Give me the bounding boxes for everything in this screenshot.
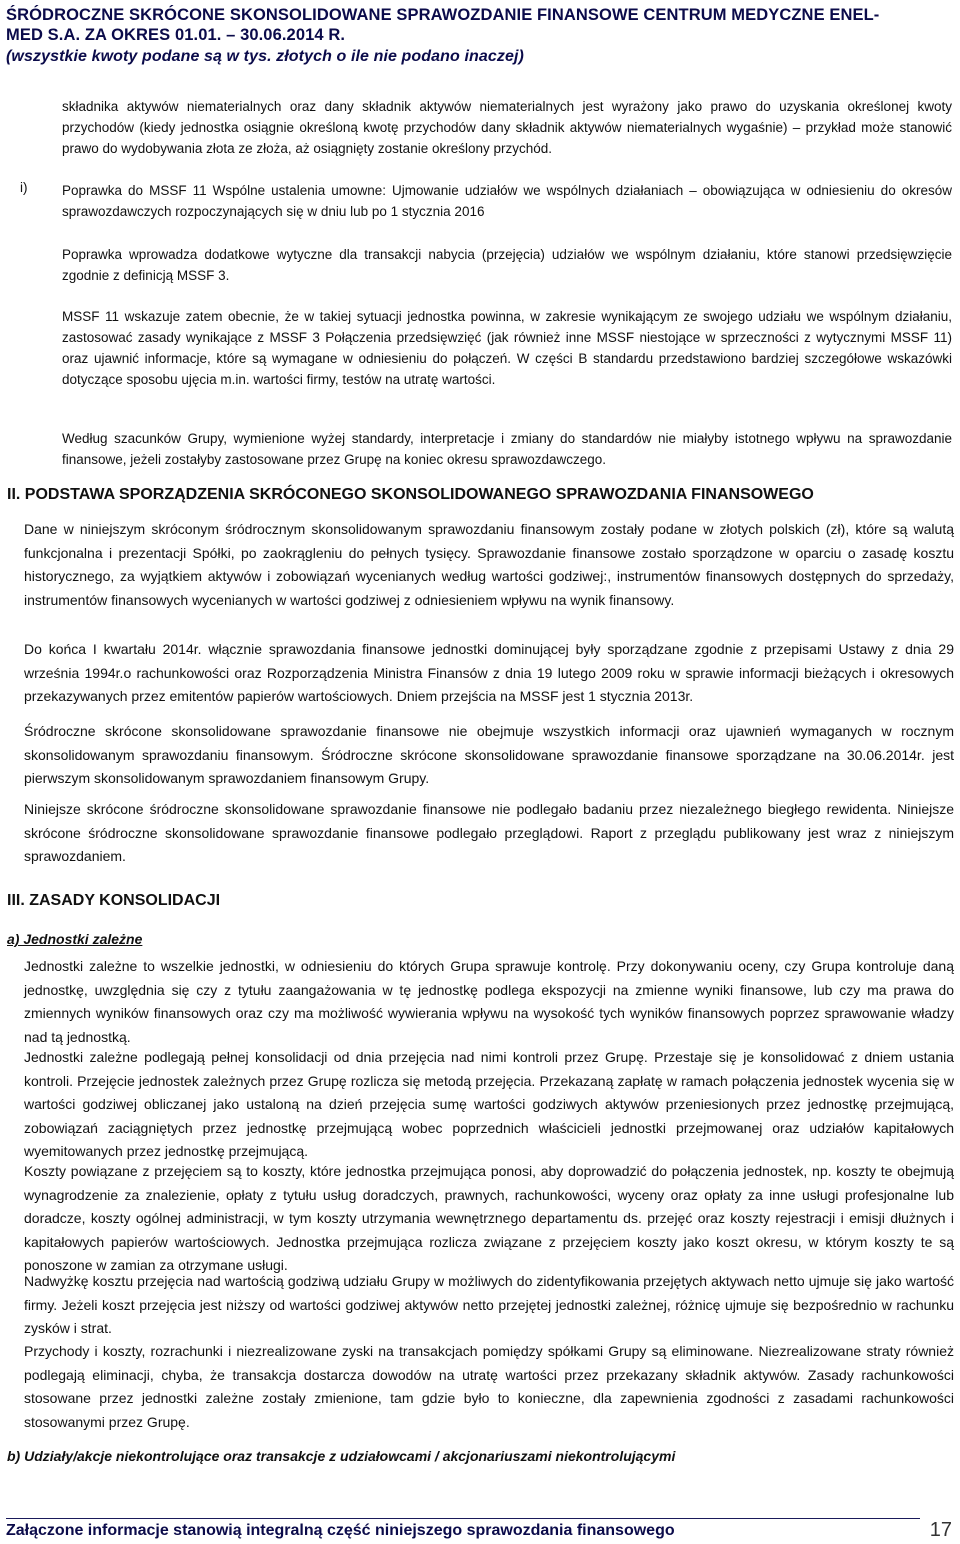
- section-3-paragraph-5: Przychody i koszty, rozrachunki i niezrealizowane zyski na transakcjach pomiędzy spółkami Grupy są eliminowane. Niezrealizowane straty również podlegają eliminacji, chyba, że transakcja dostarcza dowodów na utratę wartości przez przekazany składnik aktywów. Zasady rachunkowości stosowane przez jednostki zależne zostały zmienione, tam gdzie było to konieczne, dla zapewnienia zgodności z zasadami rachunkowości stosowanymi przez Grupę.: [24, 1343, 954, 1430]
- header-units-note: (wszystkie kwoty podane są w tys. złotych o ile nie podano inaczej): [6, 48, 524, 65]
- section-2-paragraph-2: Do końca I kwartału 2014r. włącznie sprawozdania finansowe jednostki dominującej były sporządzane zgodnie z przepisami Ustawy z dnia 29 września 1994r.o rachunkowości oraz Rozporządzenia Ministra Finansów z dnia 19 lutego 2009 roku w sprawie informacji bieżących i okresowych przekazywanych przez emitentów papierów wartościowych. Dniem przejścia na MSSF jest 1 stycznia 2013r.: [24, 641, 954, 704]
- amendment-item-i: Poprawka do MSSF 11 Wspólne ustalenia umowne: Ujmowanie udziałów we wspólnych działaniach – obowiązująca w odniesieniu do okresów sprawozdawczych rozpoczynających się w dniu lub po 1 stycznia 2016: [62, 183, 952, 219]
- section-3-heading: III. ZASADY KONSOLIDACJI: [7, 892, 221, 909]
- intro-paragraph-1: składnika aktywów niematerialnych oraz dany składnik aktywów niematerialnych jest wyrażony jako prawo do uzyskania określonej kwoty przychodów (kiedy jednostka osiągnie określoną kwotę przychodów dany składnik aktywów niematerialnych wygaśnie) – przykład może stanowić prawo do wydobywania złota ze złoża, aż osiągnięty zostanie określony przychód.: [62, 99, 952, 156]
- page-number: 17: [929, 1519, 952, 1541]
- section-3-paragraph-1: Jednostki zależne to wszelkie jednostki, w odniesieniu do których Grupa sprawuje kontrolę. Przy dokonywaniu oceny, czy Grupa kontroluje daną jednostkę, uwzględnia się czy z tytułu zaangażowania w tę jednostkę podlega ekspozycji na zmienne wyniki finansowe, lub czy ma prawa do zmiennych wyników finansowych oraz czy ma możliwość wywierania wpływu na wysokość tych wyników finansowych poprzez sprawowanie władzy nad tą jednostką.: [24, 958, 954, 1045]
- section-3-paragraph-4: Nadwyżkę kosztu przejęcia nad wartością godziwą udziału Grupy w możliwych do zidentyfikowania przejętych aktywach netto ujmuje się jako wartość firmy. Jeżeli koszt przejęcia jest niższy od wartości godziwej aktywów netto przejętej jednostki zależnej, różnicę ujmuje się bezpośrednio w rachunku zysków i strat.: [24, 1273, 954, 1336]
- subsection-b-heading: b) Udziały/akcje niekontrolujące oraz transakcje z udziałowcami / akcjonariuszami niekontrolującymi: [7, 1448, 676, 1464]
- section-2-heading: II. PODSTAWA SPORZĄDZENIA SKRÓCONEGO SKONSOLIDOWANEGO SPRAWOZDANIA FINANSOWEGO: [7, 486, 814, 503]
- section-2-paragraph-4: Niniejsze skrócone śródroczne skonsolidowane sprawozdanie finansowe nie podlegało badaniu przez niezależnego biegłego rewidenta. Niniejsze skrócone śródroczne skonsolidowane sprawozdanie finansowe podlegało przeglądowi. Raport z przeglądu publikowany jest wraz z niniejszym sprawozdaniem.: [24, 801, 954, 864]
- intro-paragraph-3: MSSF 11 wskazuje zatem obecnie, że w takiej sytuacji jednostka powinna, w zakresie wynikającym ze swojego udziału we wspólnym działaniu, zastosować zasady wynikające z MSSF 3 Połączenia przedsięwzięć (jak również inne MSSF niestojące w sprzeczności z wytycznymi MSSF 11) oraz ujawnić informacje, które są wymagane w odniesieniu do połączeń. W części B standardu przedstawiono bardziej szczegółowe wskazówki dotyczące sposobu ujęcia m.in. wartości firmy, testów na utratę wartości.: [62, 309, 952, 387]
- section-2-paragraph-3: Śródroczne skrócone skonsolidowane sprawozdanie finansowe nie obejmuje wszystkich informacji oraz ujawnień wymaganych w rocznym skonsolidowanym sprawozdaniu finansowym. Śródroczne skrócone skonsolidowane sprawozdanie finansowe sporządzane na 30.06.2014r. jest pierwszym skonsolidowanym sprawozdaniem finansowym Grupy.: [24, 723, 954, 786]
- section-3-paragraph-3: Koszty powiązane z przejęciem są to koszty, które jednostka przejmująca ponosi, aby doprowadzić do połączenia jednostek, np. koszty te obejmują wynagrodzenie za znalezienie, opłaty z tytułu usług doradczych, prawnych, rachunkowości, wyceny oraz opłaty za inne usługi profesjonalne lub doradcze, koszty ogólnej administracji, w tym koszty utrzymania wewnętrznego departamentu ds. przejęć oraz koszty rejestracji i emisji dłużnych i kapitałowych papierów wartościowych. Jednostka przejmująca rozlicza związane z przejęciem koszty jako koszt okresu, w którym koszty te są ponoszone w zamian za otrzymane usługi.: [24, 1163, 954, 1273]
- footer-divider: [6, 1518, 920, 1519]
- footer-note: Załączone informacje stanowią integralną część niniejszego sprawozdania finansowego: [6, 1522, 675, 1539]
- section-3-paragraph-2: Jednostki zależne podlegają pełnej konsolidacji od dnia przejęcia nad nimi kontroli przez Grupę. Przestaje się je konsolidować z dniem ustania kontroli. Przejęcie jednostek zależnych przez Grupę rozlicza się metodą przejęcia. Przekazaną zapłatę w ramach połączenia jednostek wycenia się w wartości godziwej obliczanej jako ustaloną na dzień przejęcia sumę wartości godziwych aktywów przeniesionych przez jednostkę przejmującą, zobowiązań zaciągniętych przez jednostkę przejmującą wobec poprzednich właścicieli jednostki przejmowanej oraz udziałów kapitałowych wyemitowanych przez jednostkę przejmującą.: [24, 1049, 954, 1159]
- subsection-a-heading: a) Jednostki zależne: [7, 931, 143, 947]
- list-item-marker: i): [20, 180, 28, 195]
- intro-paragraph-2: Poprawka wprowadza dodatkowe wytyczne dla transakcji nabycia (przejęcia) udziałów we wspólnym działaniu, które stanowi przedsięwzięcie zgodnie z definicją MSSF 3.: [62, 247, 952, 283]
- header-title-line-1: ŚRÓDROCZNE SKRÓCONE SKONSOLIDOWANE SPRAWOZDANIE FINANSOWE CENTRUM MEDYCZNE ENEL-: [6, 6, 880, 24]
- intro-paragraph-4: Według szacunków Grupy, wymienione wyżej standardy, interpretacje i zmiany do standardów nie miałyby istotnego wpływu na sprawozdanie finansowe, jeżeli zostałyby zastosowane przez Grupę na koniec okresu sprawozdawczego.: [62, 431, 952, 467]
- header-title-line-2: MED S.A. ZA OKRES 01.01. – 30.06.2014 R.: [6, 26, 346, 44]
- section-2-paragraph-1: Dane w niniejszym skróconym śródrocznym skonsolidowanym sprawozdaniu finansowym zostały podane w złotych polskich (zł), które są walutą funkcjonalna i prezentacji Spółki, po zaokrągleniu do pełnych tysięcy. Sprawozdanie finansowe zostało sporządzone w oparciu o zasadę kosztu historycznego, za wyjątkiem aktywów i zobowiązań wycenianych według wartości godziwej:, instrumentów finansowych dostępnych do sprzedaży, instrumentów finansowych wycenianych w wartości godziwej z odniesieniem wpływu na wynik finansowy.: [24, 521, 954, 608]
